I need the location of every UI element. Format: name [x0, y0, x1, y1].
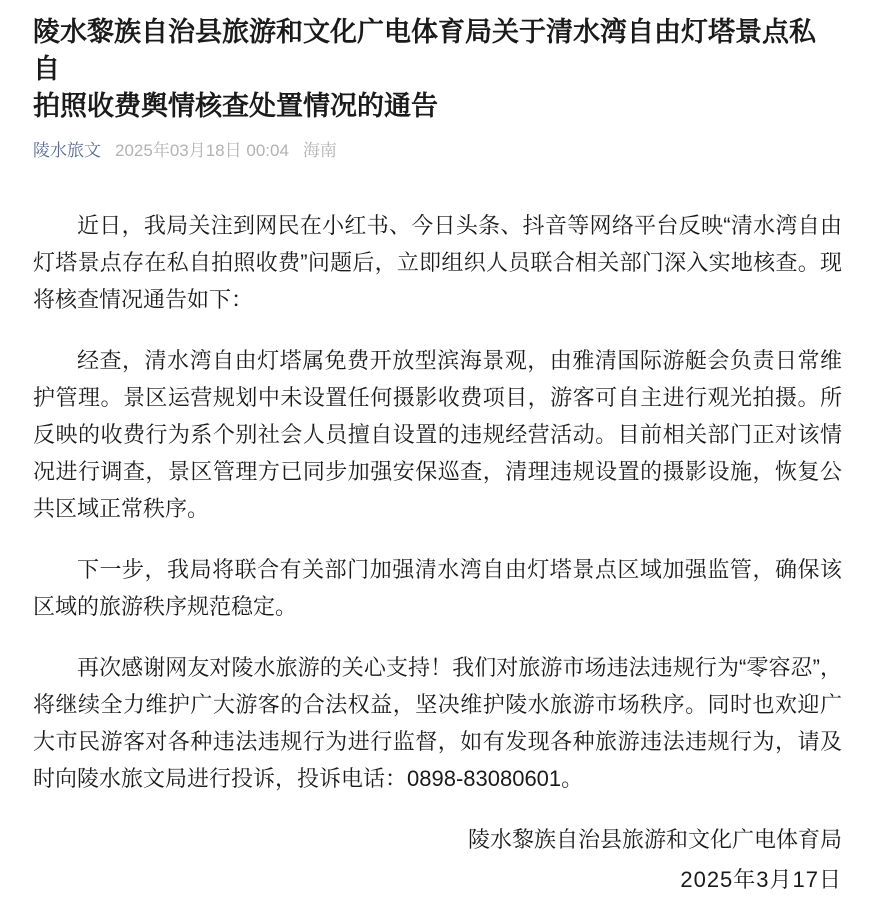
article-title-line1: 陵水黎族自治县旅游和文化广电体育局关于清水湾自由灯塔景点私自: [33, 17, 816, 84]
account-name-link[interactable]: 陵水旅文: [33, 141, 101, 160]
signature-org: 陵水黎族自治县旅游和文化广电体育局: [467, 827, 842, 852]
paragraph-next-steps: 下一步，我局将联合有关部门加强清水湾自由灯塔景点区域加强监管，确保该区域的旅游秩序规范稳定。: [33, 557, 842, 619]
publish-location: 海南: [302, 141, 337, 160]
article-meta: [33, 139, 842, 162]
paragraph-findings: 经查，清水湾自由灯塔属免费开放型滨海景观，由雅清国际游艇会负责日常维护管理。景区运营规划中未设置任何摄影收费项目，游客可自主进行观光拍摄。所反映的收费行为系个别社会人员擅自设置的违规经营活动。目前相关部门正对该情况进行调查，景区管理方已同步加强安保巡查，清理违规设置的摄影设施，恢复公共区域正常秩序。: [33, 348, 842, 521]
signature-block: [33, 821, 842, 898]
article-title: [33, 14, 842, 125]
paragraph-intro: 近日，我局关注到网民在小红书、今日头条、抖音等网络平台反映“清水湾自由灯塔景点存在私自拍照收费”问题后，立即组织人员联合相关部门深入实地核查。现将核查情况通告如下：: [33, 213, 842, 312]
article-body: [33, 207, 842, 797]
signature-date: 2025年3月17日: [680, 867, 842, 892]
paragraph-thanks-hotline: 再次感谢网友对陵水旅游的关心支持！我们对旅游市场违法违规行为“零容忍”，将继续全力维护广大游客的合法权益，坚决维护陵水旅游市场秩序。同时也欢迎广大市民游客对各种违法违规行为进行监督，如有发现各种旅游违法违规行为，请及时向陵水旅文局进行投诉，投诉电话：0898-83080601。: [33, 655, 842, 791]
article-title-line2: 拍照收费舆情核查处置情况的通告: [33, 91, 438, 121]
publish-datetime: 2025年03月18日 00:04: [115, 141, 289, 160]
